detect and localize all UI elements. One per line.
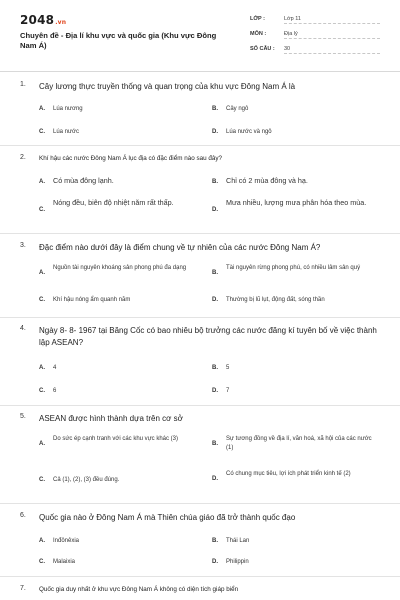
question-text: Cây lương thực truyền thống và quan trọng của khu vực Đông Nam Á là xyxy=(39,82,296,91)
question-number: 5. xyxy=(20,413,26,420)
meta-key: SỐ CÂU : xyxy=(250,46,275,52)
question-number: 3. xyxy=(20,242,26,249)
option-text: 5 xyxy=(226,365,230,371)
question-divider xyxy=(0,405,400,406)
question-5 xyxy=(20,413,382,501)
option-letter: B. xyxy=(212,365,218,371)
option-text: Tài nguyên rừng phong phú, có nhiều lâm sản quý xyxy=(226,265,361,271)
option-letter: C. xyxy=(39,388,45,394)
question-4 xyxy=(20,325,382,398)
question-text: Ngày 8- 8- 1967 tại Băng Cốc có bao nhiêu bộ trưởng các nước đăng kí tuyên bố về việc thành lập ASEAN? xyxy=(39,326,377,347)
option-text: Philippin xyxy=(226,559,249,565)
option-letter: A. xyxy=(39,179,45,185)
header-divider xyxy=(0,71,400,72)
option-text: Lúa nước xyxy=(53,129,79,135)
option-text: Cây ngô xyxy=(226,106,249,112)
option-letter: B. xyxy=(212,538,218,544)
option-letter: D. xyxy=(212,207,218,213)
option-text: Có mùa đông lạnh. xyxy=(53,176,114,185)
meta-key: LỚP : xyxy=(250,16,265,22)
question-number: 7. xyxy=(20,585,26,592)
site-logo[interactable] xyxy=(20,13,66,27)
option-letter: C. xyxy=(39,297,45,303)
meta-value: Địa lý xyxy=(284,31,380,39)
option-letter: D. xyxy=(212,129,218,135)
question-number: 2. xyxy=(20,154,26,161)
option-text: Thái Lan xyxy=(226,538,250,544)
option-letter: D. xyxy=(212,388,218,394)
logo-text: 2048 xyxy=(20,13,55,27)
option-letter: A. xyxy=(39,270,45,276)
option-text: Chỉ có 2 mùa đông và hạ. xyxy=(226,176,308,185)
option-text: Do sức ép cạnh tranh với các khu vực khác (3) xyxy=(53,436,179,442)
option-letter: D. xyxy=(212,559,218,565)
option-letter: C. xyxy=(39,477,45,483)
worksheet-header xyxy=(0,0,400,72)
meta-value: 30 xyxy=(284,46,380,54)
option-text: Lúa nương xyxy=(53,106,83,112)
meta-key: MÔN : xyxy=(250,31,267,37)
option-text: Mưa nhiều, lượng mưa phân hóa theo mùa. xyxy=(226,198,367,207)
meta-row-class xyxy=(250,14,380,29)
question-number: 6. xyxy=(20,512,26,519)
question-3 xyxy=(20,242,382,314)
worksheet-title: Chuyên đề - Địa lí khu vực và quốc gia (Khu vực Đông Nam Á) xyxy=(20,31,217,50)
question-text: ASEAN được hình thành dựa trên cơ sở xyxy=(39,414,183,423)
option-letter: D. xyxy=(212,297,218,303)
option-text: Malaixia xyxy=(53,559,76,565)
option-letter: C. xyxy=(39,559,45,565)
option-letter: C. xyxy=(39,207,45,213)
option-text: Lúa nước và ngô xyxy=(226,129,272,135)
question-text: Đặc điểm nào dưới đây là điểm chung về tự nhiên của các nước Đông Nam Á? xyxy=(39,243,321,252)
option-text: Nóng đều, biên độ nhiệt năm rất thấp. xyxy=(53,198,174,207)
option-text: Có chung mục tiêu, lợi ích phát triển kinh tế (2) xyxy=(226,471,351,477)
option-letter: B. xyxy=(212,106,218,112)
question-2 xyxy=(20,154,382,230)
option-text: Nguồn tài nguyên khoáng sản phong phú đa dạng xyxy=(53,265,187,271)
question-divider xyxy=(0,145,400,146)
option-text: 6 xyxy=(53,388,57,394)
option-letter: A. xyxy=(39,106,45,112)
question-divider xyxy=(0,503,400,504)
option-letter: D. xyxy=(212,476,218,482)
meta-value: Lớp 11 xyxy=(284,16,380,24)
option-text: Cả (1), (2), (3) đều đúng. xyxy=(53,477,120,483)
question-divider xyxy=(0,576,400,577)
question-divider xyxy=(0,233,400,234)
option-text: 4 xyxy=(53,365,57,371)
logo-suffix: .vn xyxy=(55,19,67,26)
option-letter: A. xyxy=(39,538,45,544)
option-text: Inđônêxia xyxy=(53,538,80,544)
question-number: 1. xyxy=(20,81,26,88)
option-text: Sự tương đồng về địa lí, văn hoá, xã hội của các nước (1) xyxy=(226,436,372,451)
meta-row-count xyxy=(250,44,380,59)
question-divider xyxy=(0,317,400,318)
option-letter: B. xyxy=(212,270,218,276)
option-letter: A. xyxy=(39,365,45,371)
question-text: Khí hậu các nước Đông Nam Á lục địa có đặc điểm nào sau đây? xyxy=(39,155,223,162)
option-letter: B. xyxy=(212,441,218,447)
question-text: Quốc gia duy nhất ở khu vực Đông Nam Á không có diện tích giáp biển xyxy=(39,586,239,593)
question-number: 4. xyxy=(20,325,26,332)
question-text: Quốc gia nào ở Đông Nam Á mà Thiên chúa giáo đã trở thành quốc đạo xyxy=(39,513,296,522)
question-7 xyxy=(20,585,382,599)
option-text: 7 xyxy=(226,388,230,394)
meta-row-subject xyxy=(250,29,380,44)
option-letter: C. xyxy=(39,129,45,135)
question-1 xyxy=(20,81,382,141)
worksheet-meta xyxy=(250,14,380,59)
option-text: Thường bị lũ lụt, động đất, sóng thần xyxy=(226,297,325,303)
option-letter: B. xyxy=(212,179,218,185)
question-6 xyxy=(20,512,382,572)
option-text: Khí hậu nóng ẩm quanh năm xyxy=(53,297,131,303)
option-letter: A. xyxy=(39,441,45,447)
